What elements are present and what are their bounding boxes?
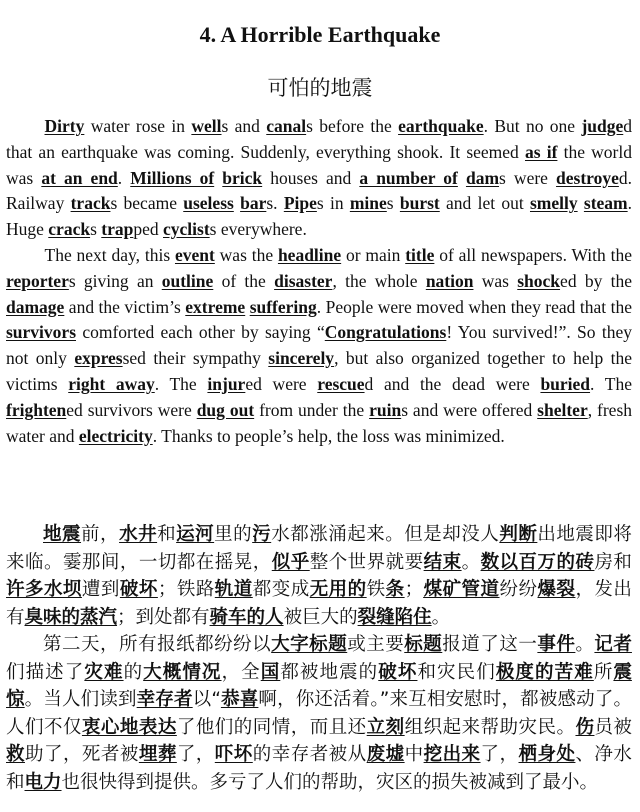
vocabulary-keyword: 恭喜 — [220, 689, 259, 710]
text-segment: s in — [316, 193, 350, 214]
text-segment: 啊，你还活着。”来互相安慰时，都被感动了。人们不仅 — [6, 689, 632, 738]
text-segment: ed survivors were — [66, 399, 197, 420]
text-segment: 被巨大的 — [283, 606, 358, 628]
vocabulary-keyword: 衷心地表达 — [81, 716, 177, 738]
vocabulary-keyword: 爆裂 — [537, 579, 576, 600]
text-segment: ；铁路 — [157, 579, 215, 600]
text-segment: 。 — [431, 606, 451, 628]
vocabulary-keyword: dug out — [196, 399, 255, 420]
vocabulary-keyword: electricity — [78, 425, 153, 446]
text-segment: sed their sympathy — [122, 348, 269, 369]
text-segment: s and were offered — [401, 399, 538, 420]
vocabulary-keyword: shelter — [537, 399, 588, 420]
text-segment: . — [117, 167, 131, 188]
text-segment: 组织起来帮助灾民。 — [404, 716, 576, 738]
vocabulary-keyword: 无用的 — [309, 579, 367, 600]
chinese-paragraph-2 — [6, 631, 632, 796]
text-segment: 都变成 — [252, 579, 310, 600]
text-segment: water rose in — [84, 116, 192, 136]
vocabulary-keyword: 运河 — [176, 524, 215, 545]
vocabulary-keyword: Congratulations — [324, 322, 447, 343]
vocabulary-keyword: well — [191, 116, 222, 136]
vocabulary-keyword: at an end — [41, 167, 118, 188]
text-segment: 铁 — [366, 579, 386, 600]
vocabulary-keyword: 救 — [6, 744, 25, 765]
vocabulary-keyword: earthquake — [398, 116, 484, 136]
text-segment: 了他们的同情，而且还 — [176, 716, 367, 738]
vocabulary-keyword: damage — [6, 296, 65, 317]
chinese-title: 可怕的地震 — [267, 76, 373, 100]
vocabulary-keyword: 数以百万的砖 — [480, 551, 595, 573]
vocabulary-keyword: as if — [524, 141, 558, 162]
text-segment: s were — [499, 167, 557, 188]
vocabulary-keyword: Pipe — [283, 193, 317, 214]
text-segment: houses and — [262, 167, 360, 188]
vocabulary-keyword: 灾难 — [84, 661, 124, 683]
vocabulary-keyword: 水井 — [119, 524, 158, 545]
text-segment: of all newspapers. With the — [434, 244, 632, 265]
vocabulary-keyword: injur — [207, 373, 246, 394]
text-segment: , the whole — [332, 270, 426, 291]
vocabulary-keyword: Millions of — [130, 167, 215, 188]
text-segment: The next day, this — [44, 244, 175, 265]
text-segment: 和 — [157, 524, 177, 545]
vocabulary-keyword: trap — [101, 219, 134, 240]
text-segment: 们描述了 — [6, 661, 85, 683]
text-segment: s before the — [306, 116, 399, 136]
text-segment: s everywhere. — [209, 219, 307, 240]
vocabulary-keyword: crack — [48, 219, 91, 240]
text-segment: 水都涨涌起来。但是却没人 — [271, 524, 500, 545]
vocabulary-keyword: 大字标题 — [271, 634, 348, 655]
text-segment: ed were — [245, 373, 318, 394]
text-segment: s. — [266, 193, 284, 214]
vocabulary-keyword: 吓坏 — [214, 744, 253, 765]
text-segment: and the victim’s — [64, 296, 186, 317]
text-segment: 和灾民们 — [417, 661, 496, 683]
vocabulary-keyword: 埋葬 — [138, 744, 177, 765]
vocabulary-keyword: 幸存者 — [136, 689, 193, 710]
vocabulary-keyword: 国 — [260, 661, 281, 683]
vocabulary-keyword: 极度的苦难 — [495, 661, 594, 683]
vocabulary-keyword: track — [70, 193, 111, 214]
vocabulary-keyword: right away — [68, 373, 155, 394]
text-segment: 助了，死者被 — [24, 744, 139, 765]
vocabulary-keyword: 污 — [252, 524, 272, 545]
vocabulary-keyword: 大概情况 — [143, 661, 222, 683]
text-segment: s became — [110, 193, 184, 214]
text-segment: s giving an — [68, 270, 162, 291]
text-segment: was the — [214, 244, 278, 265]
text-segment: ，发出有 — [6, 579, 632, 628]
text-segment: from under the — [254, 399, 370, 420]
text-segment — [458, 168, 466, 188]
vocabulary-keyword: a number of — [359, 167, 458, 188]
vocabulary-keyword: disaster — [274, 270, 333, 291]
vocabulary-keyword: 臭味的蒸汽 — [24, 606, 118, 628]
vocabulary-keyword: 条 — [385, 579, 405, 600]
vocabulary-keyword: 结束 — [423, 551, 462, 573]
vocabulary-keyword: cyclist — [163, 219, 210, 240]
vocabulary-keyword: sincerely — [268, 348, 335, 369]
english-paragraph-1 — [6, 114, 632, 243]
vocabulary-keyword: 标题 — [404, 634, 443, 655]
text-segment: 纷纷 — [499, 579, 538, 600]
vocabulary-keyword: 废墟 — [366, 744, 405, 765]
text-segment: comforted each other by saying “ — [76, 322, 325, 343]
vocabulary-keyword: burst — [399, 193, 440, 214]
text-segment: . Huge — [6, 193, 633, 240]
vocabulary-keyword: destroye — [556, 167, 619, 188]
text-segment: , but also organized together to help the victims — [6, 348, 633, 394]
text-segment: and let out — [439, 193, 530, 214]
text-segment: 第二天，所有报纸都纷纷以 — [43, 634, 272, 655]
text-segment: s — [386, 193, 400, 214]
text-segment: . But no one — [483, 116, 582, 136]
text-segment: 员被 — [594, 716, 632, 738]
vocabulary-keyword: judge — [581, 116, 624, 136]
vocabulary-keyword: dam — [465, 167, 500, 188]
text-segment: ； — [404, 579, 424, 600]
vocabulary-keyword: smelly — [529, 193, 578, 214]
text-segment: 遭到 — [81, 579, 120, 600]
vocabulary-keyword: headline — [277, 244, 342, 265]
vocabulary-keyword: 裂缝陷住 — [357, 606, 432, 628]
text-segment: , fresh water and — [6, 399, 632, 446]
text-segment: . The — [154, 373, 208, 394]
vocabulary-keyword: buried — [540, 373, 591, 394]
vocabulary-keyword: frighten — [6, 399, 67, 420]
text-segment: d and the dead were — [364, 373, 541, 394]
vocabulary-keyword: event — [174, 244, 215, 265]
vocabulary-keyword: 记者 — [594, 634, 632, 655]
text-segment: 或主要 — [347, 634, 405, 655]
vocabulary-keyword: 许多水坝 — [6, 579, 82, 600]
text-segment: 房和 — [594, 551, 632, 573]
vocabulary-keyword: 事件 — [537, 634, 576, 655]
text-segment: ed by the — [560, 270, 633, 291]
vocabulary-keyword: 破坏 — [378, 661, 418, 683]
text-segment: s — [90, 219, 102, 240]
vocabulary-keyword: steam — [583, 193, 628, 214]
text-segment: 里的 — [214, 524, 253, 545]
vocabulary-keyword: 判断 — [499, 524, 538, 545]
vocabulary-keyword: 震惊 — [6, 661, 632, 710]
vocabulary-keyword: Dirty — [44, 116, 85, 136]
text-segment: . The — [590, 373, 633, 394]
text-segment: ped — [133, 219, 163, 240]
text-segment: ! You survived!”. So they not only — [6, 322, 632, 369]
text-segment: 以“ — [192, 689, 221, 710]
text-segment: 整个世界就要 — [309, 551, 424, 573]
text-segment: the world was — [6, 141, 632, 188]
vocabulary-keyword: 挖出来 — [423, 744, 481, 765]
text-segment: 报道了这一 — [442, 634, 538, 655]
vocabulary-keyword: 煤矿管道 — [423, 579, 500, 600]
english-text — [6, 114, 632, 449]
text-segment: . People were moved when they read that the — [316, 296, 632, 317]
text-segment: 。 — [575, 634, 595, 655]
text-segment: 出地震即将来临。霎那间，一切都在摇晃， — [6, 524, 632, 573]
text-segment: 的 — [123, 661, 144, 683]
text-segment: 了， — [176, 744, 215, 765]
vocabulary-keyword: 骑车的人 — [209, 606, 284, 628]
text-segment: d. Railway — [6, 167, 633, 214]
english-paragraph-2 — [6, 243, 632, 449]
vocabulary-keyword: rescue — [317, 373, 365, 394]
vocabulary-keyword: 立刻 — [366, 716, 405, 738]
vocabulary-keyword: 似乎 — [271, 551, 310, 573]
vocabulary-keyword: canal — [266, 116, 307, 136]
chinese-text — [6, 521, 632, 796]
vocabulary-keyword: 破坏 — [119, 579, 158, 600]
vocabulary-keyword: brick — [222, 167, 263, 188]
vocabulary-keyword: survivors — [6, 322, 76, 343]
vocabulary-keyword: bar — [240, 193, 267, 214]
text-segment: ，全 — [221, 661, 261, 683]
vocabulary-keyword: title — [405, 244, 435, 265]
text-segment: 。 — [461, 551, 481, 573]
english-title: 4. A Horrible Earthquake — [199, 22, 441, 47]
vocabulary-keyword: 轨道 — [214, 579, 253, 600]
text-segment: of the — [213, 270, 275, 291]
text-segment: 前， — [81, 524, 120, 545]
vocabulary-keyword: 伤 — [575, 716, 595, 738]
vocabulary-keyword: shock — [517, 270, 561, 291]
vocabulary-keyword: expres — [74, 348, 123, 369]
text-segment: 的幸存者被从 — [252, 744, 367, 765]
vocabulary-keyword: 地震 — [43, 524, 82, 545]
text-segment: 所 — [593, 661, 614, 683]
text-segment: ；到处都有 — [117, 606, 210, 628]
text-segment: 、净水和 — [6, 744, 632, 793]
vocabulary-keyword: 电力 — [24, 771, 62, 793]
vocabulary-keyword: extreme — [185, 296, 246, 317]
vocabulary-keyword: useless — [183, 193, 234, 214]
vocabulary-keyword: ruin — [369, 399, 402, 420]
text-segment: 。当人们读到 — [24, 689, 137, 710]
text-segment: or main — [341, 244, 406, 265]
vocabulary-keyword: 栖身处 — [518, 744, 576, 765]
text-segment: was — [473, 270, 518, 291]
text-segment: 了， — [480, 744, 519, 765]
text-segment: 都被地震的 — [280, 661, 379, 683]
text-segment: 也很快得到提供。多亏了人们的帮助，灾区的损失被减到了最小。 — [61, 771, 599, 793]
vocabulary-keyword: mine — [349, 193, 387, 214]
text-segment: 中 — [404, 744, 424, 765]
vocabulary-keyword: nation — [425, 270, 474, 291]
vocabulary-keyword: outline — [161, 270, 214, 291]
vocabulary-keyword: reporter — [6, 270, 69, 291]
text-segment: s and — [221, 116, 267, 136]
text-segment: . Thanks to people’s help, the loss was minimized. — [152, 425, 505, 446]
vocabulary-keyword: suffering — [249, 296, 317, 317]
text-segment: d that an earthquake was coming. Suddenly, everything shook. It seemed — [6, 116, 632, 162]
chinese-paragraph-1 — [6, 521, 632, 631]
